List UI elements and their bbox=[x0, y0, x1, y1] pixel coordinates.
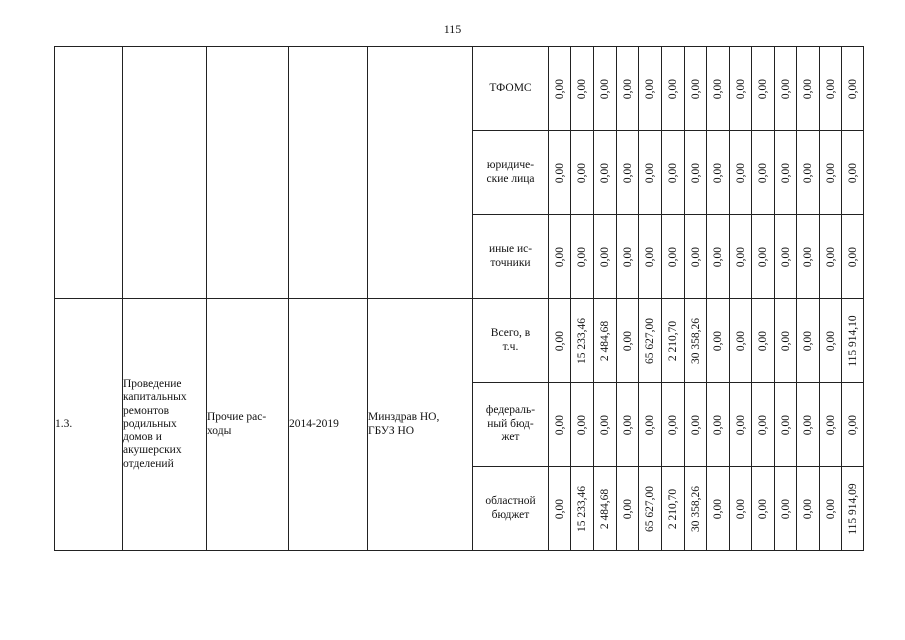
funding-source: федераль- ный бюд- жет bbox=[473, 383, 549, 467]
value-text: 0,00 bbox=[712, 246, 724, 267]
empty-meta-cell bbox=[207, 47, 289, 299]
value-cell bbox=[571, 215, 594, 299]
value-cell bbox=[662, 47, 685, 131]
value-cell bbox=[752, 131, 775, 215]
value-cell bbox=[707, 131, 730, 215]
value-cell bbox=[820, 383, 842, 467]
table-row bbox=[55, 299, 864, 383]
value-text: 0,00 bbox=[734, 414, 747, 435]
value-text: 0,00 bbox=[599, 246, 611, 267]
value-cell bbox=[820, 299, 842, 383]
value-cell bbox=[617, 467, 639, 551]
funding-source: юридиче- ские лица bbox=[473, 131, 549, 215]
value-text: 0,00 bbox=[824, 498, 837, 519]
value-cell bbox=[775, 47, 797, 131]
value-text: 0,00 bbox=[553, 498, 566, 519]
value-text: 0,00 bbox=[757, 498, 769, 519]
value-text: 2 210,70 bbox=[667, 320, 679, 361]
value-text: 115 914,10 bbox=[846, 314, 859, 367]
value-text: 0,00 bbox=[644, 414, 656, 435]
value-cell bbox=[775, 215, 797, 299]
value-cell bbox=[549, 215, 571, 299]
value-cell bbox=[685, 47, 707, 131]
value-cell bbox=[707, 383, 730, 467]
value-cell bbox=[730, 299, 752, 383]
value-cell bbox=[571, 47, 594, 131]
empty-meta-cell bbox=[123, 47, 207, 299]
value-cell bbox=[730, 131, 752, 215]
value-text: 0,00 bbox=[757, 414, 769, 435]
table-row bbox=[55, 47, 864, 131]
value-text: 2 484,68 bbox=[599, 488, 611, 529]
value-cell bbox=[842, 299, 864, 383]
value-cell bbox=[639, 47, 662, 131]
value-text: 0,00 bbox=[621, 414, 634, 435]
value-cell bbox=[639, 299, 662, 383]
value-cell bbox=[820, 131, 842, 215]
value-text: 0,00 bbox=[802, 414, 814, 435]
value-text: 0,00 bbox=[757, 78, 769, 99]
item-period: 2014-2019 bbox=[289, 299, 368, 551]
value-cell bbox=[842, 383, 864, 467]
value-cell bbox=[685, 299, 707, 383]
value-text: 0,00 bbox=[846, 162, 859, 183]
value-text: 0,00 bbox=[802, 498, 814, 519]
value-cell bbox=[639, 467, 662, 551]
value-text: 0,00 bbox=[644, 78, 656, 99]
value-cell bbox=[594, 467, 617, 551]
value-text: 0,00 bbox=[667, 78, 679, 99]
value-cell bbox=[797, 467, 820, 551]
value-cell bbox=[797, 215, 820, 299]
value-text: 0,00 bbox=[846, 414, 859, 435]
value-text: 0,00 bbox=[824, 162, 837, 183]
value-cell bbox=[662, 299, 685, 383]
value-cell bbox=[617, 299, 639, 383]
value-cell bbox=[639, 131, 662, 215]
value-cell bbox=[842, 215, 864, 299]
value-cell bbox=[685, 131, 707, 215]
value-cell bbox=[752, 299, 775, 383]
value-text: 0,00 bbox=[553, 246, 566, 267]
value-text: 15 233,46 bbox=[576, 317, 588, 364]
value-cell bbox=[730, 215, 752, 299]
value-text: 0,00 bbox=[779, 414, 792, 435]
value-text: 30 358,26 bbox=[689, 317, 702, 364]
value-cell bbox=[685, 467, 707, 551]
value-cell bbox=[707, 467, 730, 551]
value-text: 0,00 bbox=[576, 414, 588, 435]
value-cell bbox=[549, 131, 571, 215]
value-text: 0,00 bbox=[553, 162, 566, 183]
page-number: 115 bbox=[443, 22, 462, 36]
value-text: 0,00 bbox=[621, 162, 634, 183]
value-text: 0,00 bbox=[644, 246, 656, 267]
item-executor: Минздрав НО, ГБУЗ НО bbox=[368, 299, 473, 551]
value-text: 0,00 bbox=[757, 330, 769, 351]
value-cell bbox=[685, 383, 707, 467]
value-text: 0,00 bbox=[689, 162, 702, 183]
empty-meta-cell bbox=[55, 47, 123, 299]
value-text: 0,00 bbox=[757, 162, 769, 183]
value-text: 0,00 bbox=[802, 78, 814, 99]
value-text: 0,00 bbox=[757, 246, 769, 267]
value-text: 0,00 bbox=[644, 162, 656, 183]
value-cell bbox=[707, 47, 730, 131]
value-text: 0,00 bbox=[734, 498, 747, 519]
value-text: 0,00 bbox=[824, 414, 837, 435]
value-text: 0,00 bbox=[553, 78, 566, 99]
value-text: 0,00 bbox=[576, 162, 588, 183]
value-text: 0,00 bbox=[576, 78, 588, 99]
value-text: 0,00 bbox=[779, 162, 792, 183]
value-text: 15 233,46 bbox=[576, 485, 588, 532]
value-cell bbox=[820, 215, 842, 299]
value-text: 0,00 bbox=[734, 78, 747, 99]
value-text: 0,00 bbox=[553, 414, 566, 435]
value-cell bbox=[594, 47, 617, 131]
value-cell bbox=[797, 131, 820, 215]
value-cell bbox=[842, 47, 864, 131]
value-text: 0,00 bbox=[802, 162, 814, 183]
value-text: 0,00 bbox=[712, 330, 724, 351]
value-cell bbox=[752, 467, 775, 551]
value-text: 2 210,70 bbox=[667, 488, 679, 529]
value-cell bbox=[571, 299, 594, 383]
value-text: 0,00 bbox=[712, 414, 724, 435]
value-cell bbox=[662, 215, 685, 299]
value-text: 0,00 bbox=[621, 330, 634, 351]
value-cell bbox=[775, 131, 797, 215]
value-cell bbox=[842, 467, 864, 551]
funding-source: ТФОМС bbox=[473, 47, 549, 131]
value-cell bbox=[549, 299, 571, 383]
funding-source: Всего, в т.ч. bbox=[473, 299, 549, 383]
value-text: 30 358,26 bbox=[689, 485, 702, 532]
item-number: 1.3. bbox=[55, 299, 123, 551]
value-cell bbox=[730, 47, 752, 131]
value-text: 0,00 bbox=[712, 162, 724, 183]
value-text: 0,00 bbox=[824, 330, 837, 351]
value-cell bbox=[707, 299, 730, 383]
value-cell bbox=[571, 383, 594, 467]
value-cell bbox=[617, 215, 639, 299]
value-text: 0,00 bbox=[712, 498, 724, 519]
value-cell bbox=[617, 383, 639, 467]
value-text: 0,00 bbox=[621, 78, 634, 99]
value-cell bbox=[549, 47, 571, 131]
value-cell bbox=[730, 467, 752, 551]
value-text: 0,00 bbox=[599, 162, 611, 183]
value-text: 0,00 bbox=[667, 162, 679, 183]
value-text: 0,00 bbox=[824, 78, 837, 99]
value-text: 0,00 bbox=[846, 246, 859, 267]
value-cell bbox=[775, 299, 797, 383]
value-cell bbox=[775, 383, 797, 467]
value-cell bbox=[752, 383, 775, 467]
value-cell bbox=[639, 215, 662, 299]
value-text: 0,00 bbox=[734, 330, 747, 351]
value-text: 0,00 bbox=[824, 246, 837, 267]
value-text: 2 484,68 bbox=[599, 320, 611, 361]
empty-meta-cell bbox=[368, 47, 473, 299]
value-cell bbox=[775, 467, 797, 551]
value-cell bbox=[662, 467, 685, 551]
value-text: 115 914,09 bbox=[846, 482, 859, 535]
value-text: 0,00 bbox=[779, 330, 792, 351]
value-cell bbox=[617, 131, 639, 215]
value-cell bbox=[752, 215, 775, 299]
value-cell bbox=[707, 215, 730, 299]
value-text: 0,00 bbox=[846, 78, 859, 99]
funding-source: иные ис- точники bbox=[473, 215, 549, 299]
value-cell bbox=[594, 215, 617, 299]
value-text: 0,00 bbox=[689, 78, 702, 99]
value-cell bbox=[797, 383, 820, 467]
value-cell bbox=[594, 299, 617, 383]
item-name: Проведение капитальных ремонтов родильных домов и акушерских отделений bbox=[123, 299, 207, 551]
value-text: 0,00 bbox=[779, 246, 792, 267]
value-cell bbox=[820, 467, 842, 551]
value-text: 0,00 bbox=[689, 246, 702, 267]
value-cell bbox=[752, 47, 775, 131]
value-cell bbox=[639, 383, 662, 467]
program-table bbox=[54, 46, 864, 551]
value-text: 0,00 bbox=[599, 414, 611, 435]
funding-source: областной бюджет bbox=[473, 467, 549, 551]
value-text: 0,00 bbox=[734, 246, 747, 267]
value-cell bbox=[662, 383, 685, 467]
value-text: 0,00 bbox=[576, 246, 588, 267]
value-cell bbox=[730, 383, 752, 467]
value-text: 0,00 bbox=[779, 78, 792, 99]
value-text: 65 627,00 bbox=[644, 317, 656, 364]
value-text: 0,00 bbox=[802, 246, 814, 267]
value-cell bbox=[549, 467, 571, 551]
value-text: 0,00 bbox=[734, 162, 747, 183]
value-cell bbox=[549, 383, 571, 467]
value-cell bbox=[820, 47, 842, 131]
value-cell bbox=[594, 383, 617, 467]
value-cell bbox=[571, 467, 594, 551]
value-text: 0,00 bbox=[599, 78, 611, 99]
value-text: 0,00 bbox=[621, 498, 634, 519]
value-text: 0,00 bbox=[553, 330, 566, 351]
value-text: 0,00 bbox=[689, 414, 702, 435]
value-cell bbox=[594, 131, 617, 215]
value-cell bbox=[662, 131, 685, 215]
empty-meta-cell bbox=[289, 47, 368, 299]
value-text: 0,00 bbox=[621, 246, 634, 267]
value-text: 0,00 bbox=[802, 330, 814, 351]
value-text: 0,00 bbox=[712, 78, 724, 99]
value-text: 0,00 bbox=[779, 498, 792, 519]
value-cell bbox=[685, 215, 707, 299]
value-cell bbox=[617, 47, 639, 131]
value-cell bbox=[797, 299, 820, 383]
value-cell bbox=[797, 47, 820, 131]
value-text: 0,00 bbox=[667, 246, 679, 267]
value-cell bbox=[571, 131, 594, 215]
item-expense-type: Прочие рас- ходы bbox=[207, 299, 289, 551]
value-cell bbox=[842, 131, 864, 215]
value-text: 65 627,00 bbox=[644, 485, 656, 532]
value-text: 0,00 bbox=[667, 414, 679, 435]
